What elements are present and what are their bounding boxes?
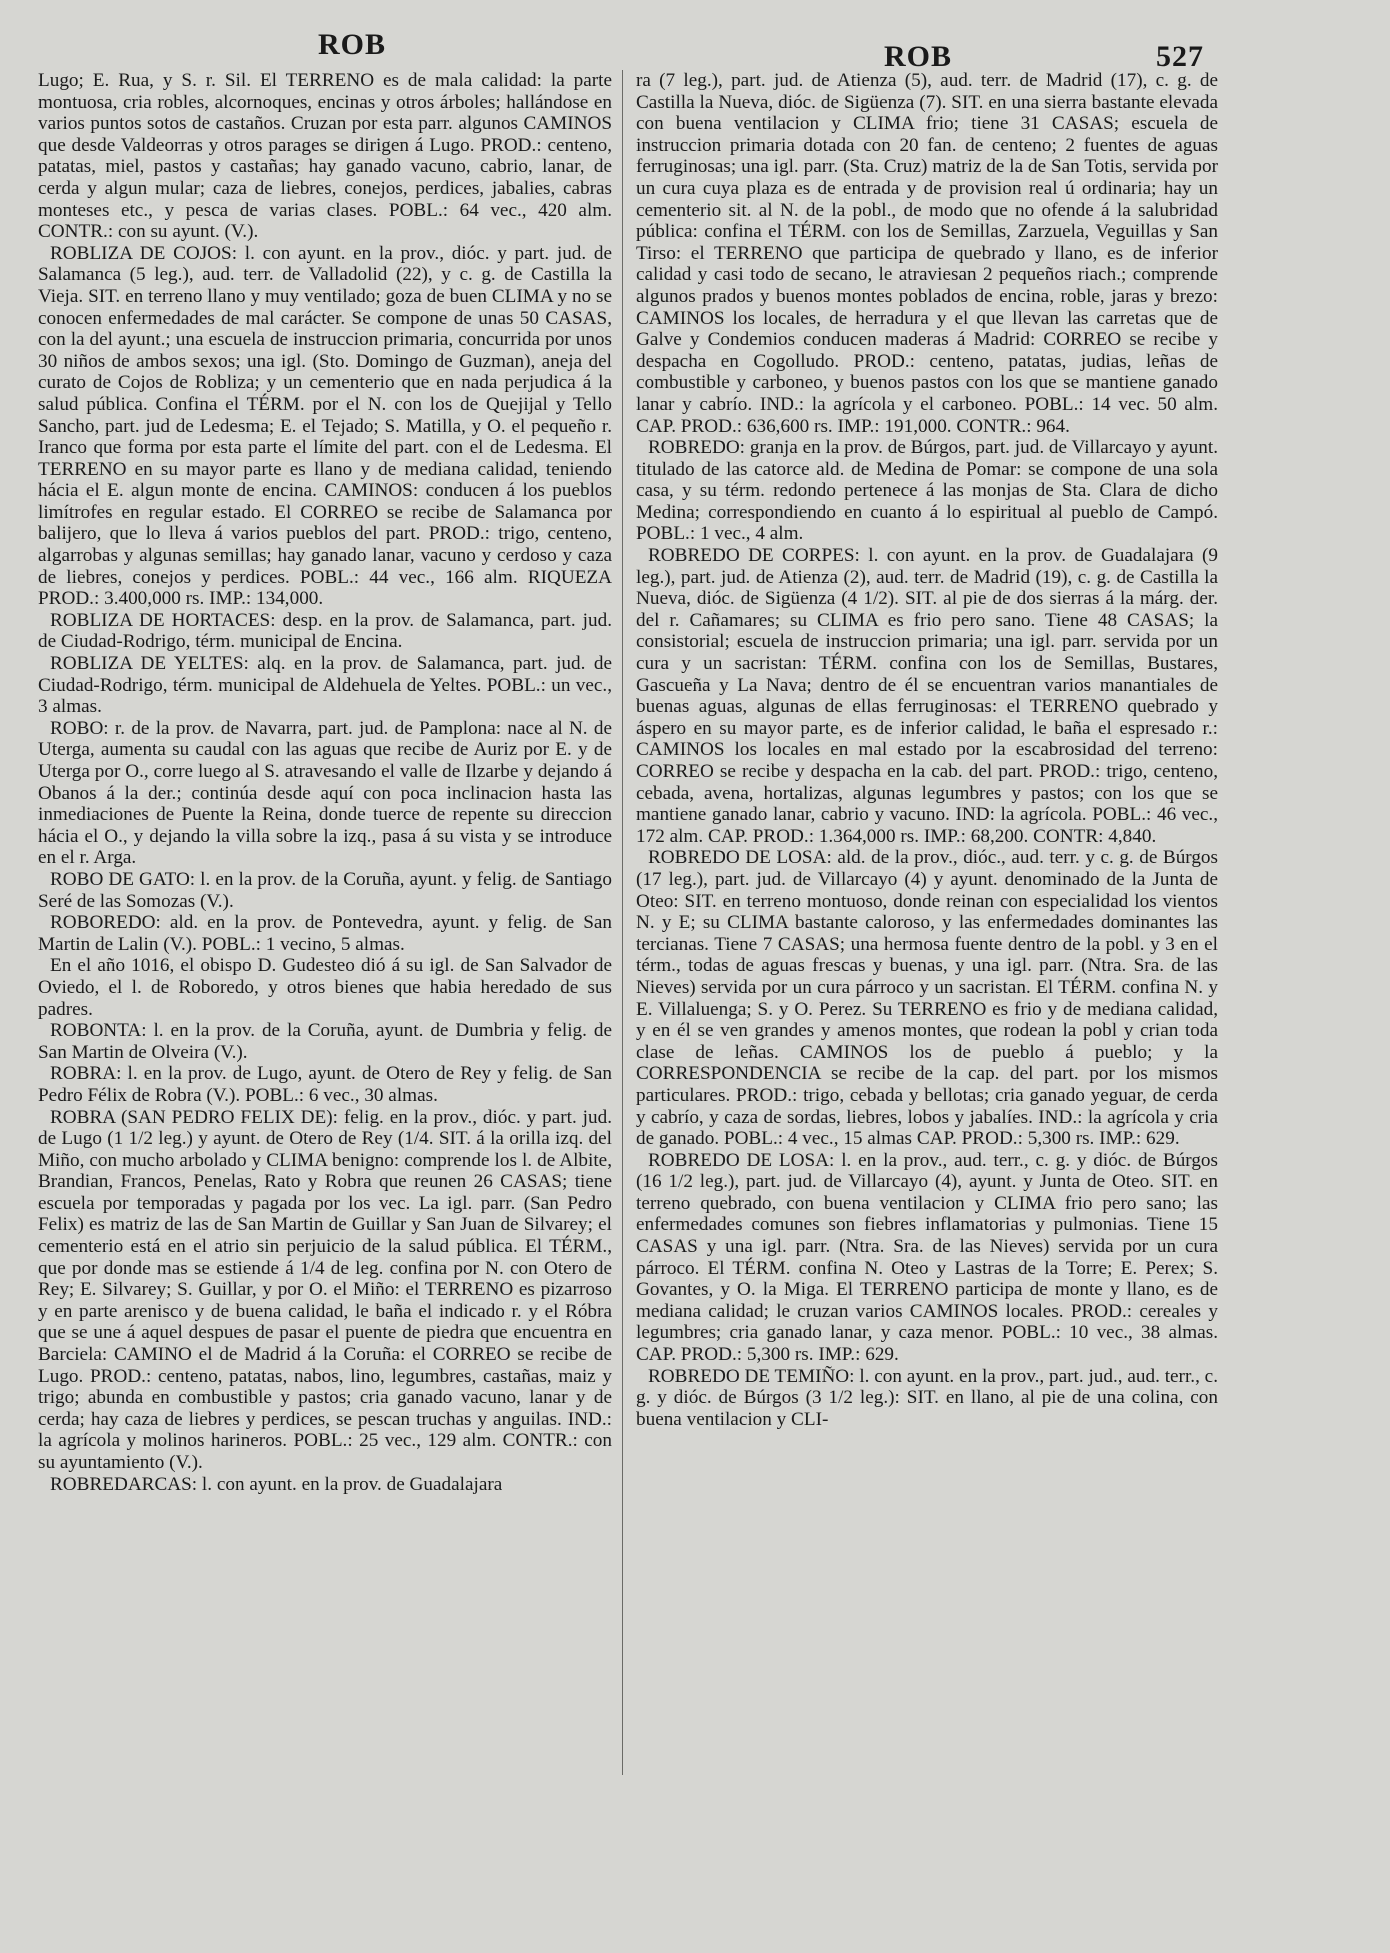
entry: ROBREDO DE CORPES: l. con ayunt. en la prov. de Guadalajara (9 leg.), part. jud. de Atienza (2), aud. terr. de Madrid (19), c. g. de Castilla la Nueva, dióc. de Sigüenza (4 1/2). SIT. al pie de dos sierras á la márg. der. del r. Cañamares; su CLIMA es frio pero sano. Tiene 48 CASAS; la consistorial; escuela de instruccion primaria; una igl. parr. servida por un cura y un sacristan: TÉRM. confina con los de Semillas, Bustares, Gascueña y La Nava; dentro de él se encuentran varios manantiales de buenas aguas, algunas de ellas ferruginosas: el TERRENO quebrado y áspero en su mayor parte, es de inferior calidad, le baña el espresado r.: CAMINOS los locales en mal estado por la escabrosidad del terreno: CORREO se recibe y despacha en la cab. del part. PROD.: trigo, centeno, cebada, avena, hortalizas, algunas legumbres y pastos; con los que se mantiene ganado lanar, cabrio y vacuno. IND: la agrícola. POBL.: 46 vec., 172 alm. CAP. PROD.: 1.364,000 rs. IMP.: 68,200. CONTR: 4,840. xyxy=(636,545,1218,847)
page-header xyxy=(0,22,1390,72)
entry: Lugo; E. Rua, y S. r. Sil. El TERRENO es de mala calidad: la parte montuosa, cria robles, alcornoques, encinas y otros árboles; hallándose en varios puntos sotos de castaños. Cruzan por esta parr. algunos CAMINOS que desde Valdeorras y otros parages se dirigen á Lugo. PROD.: centeno, patatas, miel, pastos y castañas; hay ganado vacuno, cabrio, lanar, de cerda y algun mular; caza de liebres, conejos, perdices, jabalies, cabras monteses etc., y pesca de varias clases. POBL.: 64 vec., 420 alm. CONTR.: con su ayunt. (V.). xyxy=(38,70,612,243)
entry: ROBO: r. de la prov. de Navarra, part. jud. de Pamplona: nace al N. de Uterga, aumenta su caudal con las aguas que recibe de Auriz por E. y de Uterga por O., corre luego al S. atravesando el valle de Ilzarbe y dejando á Obanos á la der.; continúa desde aquí con poca inclinacion hasta las inmediaciones de Puente la Reina, donde tuerce de repente su direccion hácia el O., y dejando la villa sobre la izq., pasa á su vista y se introduce en el r. Arga. xyxy=(38,717,612,869)
entry: ROBLIZA DE HORTACES: desp. en la prov. de Salamanca, part. jud. de Ciudad-Rodrigo, térm. municipal de Encina. xyxy=(38,609,612,653)
page-number: 527 xyxy=(1156,40,1204,73)
entry: ROBLIZA DE COJOS: l. con ayunt. en la prov., dióc. y part. jud. de Salamanca (5 leg.), aud. terr. de Valladolid (22), y c. g. de Castilla la Vieja. SIT. en terreno llano y muy ventilado; goza de buen CLIMA y no se conocen enfermedades de mal carácter. Se compone de unas 50 CASAS, con la del ayunt.; una escuela de instruccion primaria, concurrida por unos 30 niños de ambos sexos; una igl. (Sto. Domingo de Guzman), aneja del curato de Cojos de Robliza; y un cementerio que en nada perjudica á la salud pública. Confina el TÉRM. por el N. con los de Quejijal y Tello Sancho, part. jud de Ledesma; E. el Tejado; S. Matilla, y O. el pequeño r. Iranco que forma por esta parte el límite del part. con el de Ledesma. El TERRENO en su mayor parte es llano y de mediana calidad, teniendo hácia el E. algun monte de encina. CAMINOS: conducen á los pueblos limítrofes en regular estado. El CORREO se recibe de Salamanca por balijero, que lo lleva á varios pueblos del part. PROD.: trigo, centeno, algarrobas y algunas semillas; hay ganado lanar, vacuno y cerdoso y caza de liebres, conejos y perdices. POBL.: 44 vec., 166 alm. RIQUEZA PROD.: 3.400,000 rs. IMP.: 134,000. xyxy=(38,242,612,610)
entry: ROBREDO DE LOSA: ald. de la prov., dióc., aud. terr. y c. g. de Búrgos (17 leg.), part. jud. de Villarcayo (4) y ayunt. denominado de la Junta de Oteo: SIT. en terreno montuoso, donde reinan con especialidad los vientos N. y E; su CLIMA bastante caloroso, y las enfermedades dominantes las tercianas. Tiene 7 CASAS; una hermosa fuente dentro de la pobl. y 3 en el térm., todas de aguas frescas y buenas, y una igl. parr. (Ntra. Sra. de las Nieves) servida por un cura párroco y un sacristan. El TÉRM. confina N. y E. Villaluenga; S. y O. Perez. Su TERRENO es frio y de mediana calidad, y en él se ven grandes y amenos montes, que rodean la pobl y crian toda clase de leñas. CAMINOS los de pueblo á pueblo; y la CORRESPONDENCIA se recibe de la cap. del part. por los mismos particulares. PROD.: trigo, cebada y bellotas; cria ganado yeguar, de cerda y cabrío, y caza de sordas, liebres, lobos y jabalíes. IND.: la agrícola y cria de ganado. POBL.: 4 vec., 15 almas CAP. PROD.: 5,300 rs. IMP.: 629. xyxy=(636,847,1218,1150)
entry: ROBRA (SAN PEDRO FELIX DE): felig. en la prov., dióc. y part. jud. de Lugo (1 1/2 leg.) y ayunt. de Otero de Rey (1/4. SIT. á la orilla izq. del Miño, con mucho arbolado y CLIMA benigno: comprende los l. de Albite, Brandian, Francos, Penelas, Rato y Robra que reunen 26 CASAS; tiene escuela por temporadas y pagada por los vec. La igl. parr. (San Pedro Felix) es matriz de las de San Martin de Guillar y San Juan de Silvarey; el cementerio está en el atrio sin perjuicio de la salud pública. El TÉRM., que por donde mas se estiende á 1/4 de leg. confina por N. con Otero de Rey; E. Silvarey; S. Guillar, y por O. el Miño: el TERRENO es pizarroso y en parte arenisco y de buena calidad, le baña el indicado r. y el Róbra que se une á aquel despues de pasar el puente de piedra que encuentra en Barciela: CAMINO el de Madrid á la Coruña: el CORREO se recibe de Lugo. PROD.: centeno, patatas, nabos, lino, legumbres, castañas, maiz y trigo; abunda en combustible y pastos; cria ganado vacuno, lanar y de cerda; hay caza de liebres y perdices, se pescan truchas y anguilas. IND.: la agrícola y molinos harineros. POBL.: 25 vec., 129 alm. CONTR.: con su ayuntamiento (V.). xyxy=(38,1106,612,1473)
right-column xyxy=(636,70,1218,1430)
left-column xyxy=(38,70,612,1495)
entry: ROBLIZA DE YELTES: alq. en la prov. de Salamanca, part. jud. de Ciudad-Rodrigo, térm. municipal de Aldehuela de Yeltes. POBL.: un vec., 3 almas. xyxy=(38,653,612,718)
left-running-head: ROB xyxy=(318,28,387,61)
entry: ROBREDO: granja en la prov. de Búrgos, part. jud. de Villarcayo y ayunt. titulado de las catorce ald. de Medina de Pomar: se compone de una sola casa, y su térm. redondo pertenece á las monjas de Sta. Clara de dicho Medina; correspondiendo en cuanto á lo espiritual al pueblo de Campó. POBL.: 1 vec., 4 alm. xyxy=(636,437,1218,545)
entry: ROBREDO DE LOSA: l. en la prov., aud. terr., c. g. y dióc. de Búrgos (16 1/2 leg.), part. jud. de Villarcayo (4), ayunt. y Junta de Oteo. SIT. en terreno quebrado, con buena ventilacion y CLIMA frio pero sano; las enfermedades comunes son fiebres inflamatorias y pulmonias. Tiene 15 CASAS y una igl. parr. (Ntra. Sra. de las Nieves) servida por un cura párroco. El TÉRM. confina N. Oteo y Lastras de la Torre; E. Perex; S. Govantes, y O. la Miga. El TERRENO participa de monte y llano, es de mediana calidad; le cruzan varios CAMINOS locales. PROD.: cereales y legumbres; cria ganado lanar, y caza menor. POBL.: 10 vec., 38 almas. CAP. PROD.: 5,300 rs. IMP.: 629. xyxy=(636,1149,1218,1366)
entry: ROBO DE GATO: l. en la prov. de la Coruña, ayunt. y felig. de Santiago Seré de las Somozas (V.). xyxy=(38,868,612,912)
entry: En el año 1016, el obispo D. Gudesteo dió á su igl. de San Salvador de Oviedo, el l. de Roboredo, y otros bienes que habia heredado de sus padres. xyxy=(38,955,612,1020)
entry: ROBOREDO: ald. en la prov. de Pontevedra, ayunt. y felig. de San Martin de Lalin (V.). POBL.: 1 vecino, 5 almas. xyxy=(38,912,612,955)
entry: ROBREDARCAS: l. con ayunt. en la prov. de Guadalajara xyxy=(50,1473,503,1495)
entry: ROBRA: l. en la prov. de Lugo, ayunt. de Otero de Rey y felig. de San Pedro Félix de Robra (V.). POBL.: 6 vec., 30 almas. xyxy=(38,1063,612,1106)
right-running-head: ROB xyxy=(884,40,953,73)
entry: ROBONTA: l. en la prov. de la Coruña, ayunt. de Dumbria y felig. de San Martin de Olveira (V.). xyxy=(38,1020,612,1063)
entry: ra (7 leg.), part. jud. de Atienza (5), aud. terr. de Madrid (17), c. g. de Castilla la Nueva, dióc. de Sigüenza (7). SIT. en una sierra bastante elevada con buena ventilacion y CLIMA frio; tiene 31 CASAS; escuela de instruccion primaria dotada con 20 fan. de centeno; 2 fuentes de aguas ferruginosas; una igl. parr. (Sta. Cruz) matriz de la de San Totis, servida por un cura cuya plaza es de entrada y de provision real ú ordinaria; hay un cementerio sit. al N. de la pobl., de modo que no ofende á la salubridad pública: confina el TÉRM. con los de Semillas, Zarzuela, Veguillas y San Tirso: el TERRENO que participa de quebrado y llano, es de inferior calidad y casi todo de secano, le atraviesan 2 pequeños riach.; comprende algunos prados y buenos montes poblados de encina, roble, jaras y brezo: CAMINOS los locales, de herradura y el que llevan las carretas que de Galve y Condemios conducen maderas á Madrid: CORREO se recibe y despacha en Cogolludo. PROD.: centeno, patatas, judias, leñas de combustible y carboneo, y buenos pastos con los que se mantiene ganado lanar y cabrío. IND.: la agrícola y el carboneo. POBL.: 14 vec. 50 alm. CAP. PROD.: 636,600 rs. IMP.: 191,000. CONTR.: 964. xyxy=(636,70,1218,437)
entry: ROBREDO DE TEMIÑO: l. con ayunt. en la prov., part. jud., aud. terr., c. g. y dióc. de Búrgos (3 1/2 leg.): SIT. en llano, al pie de una colina, con buena ventilacion y CLI- xyxy=(636,1365,1218,1430)
column-divider xyxy=(622,70,623,1775)
